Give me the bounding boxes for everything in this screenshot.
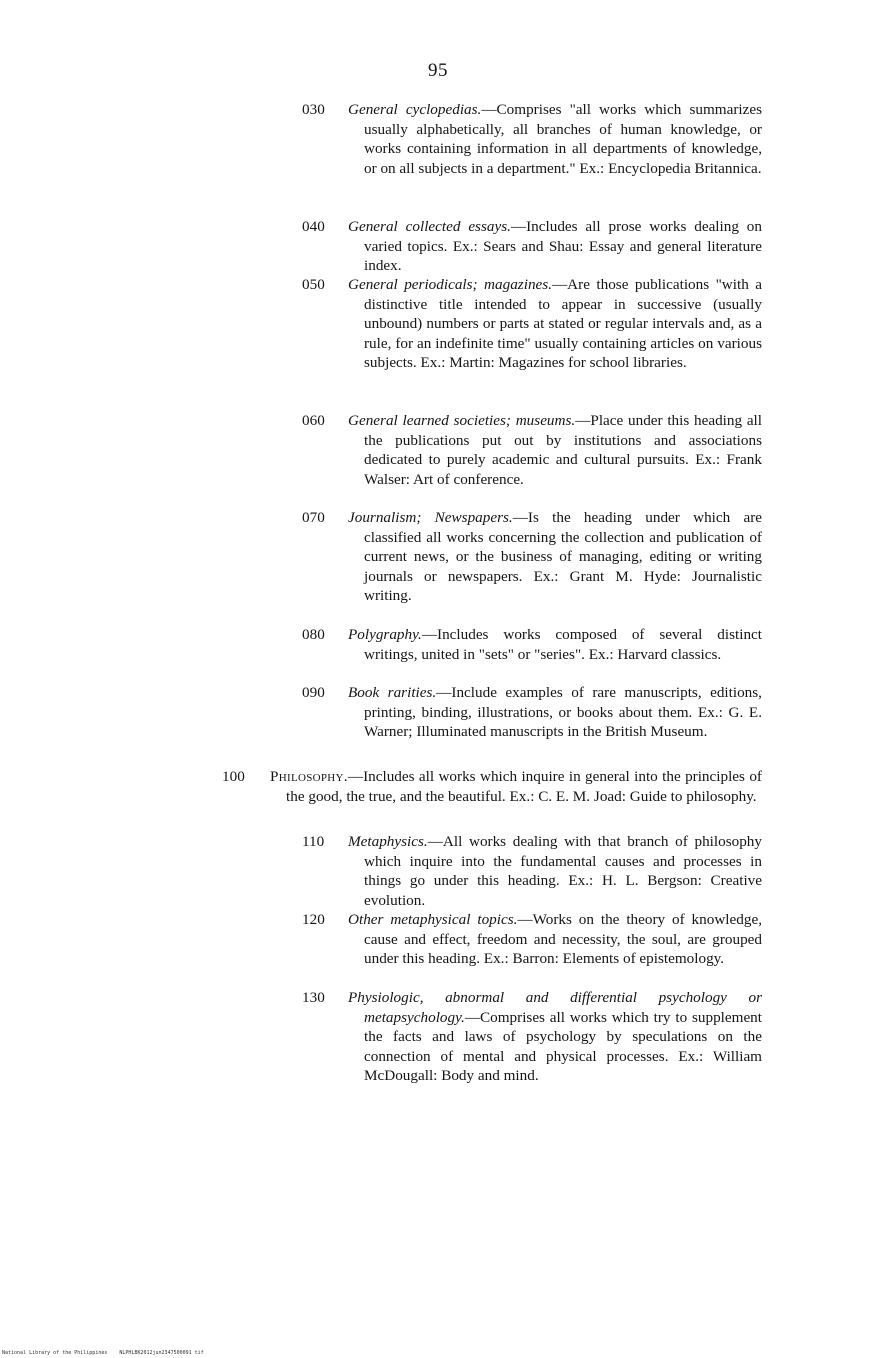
entry-term: Journalism; Newspapers. (348, 509, 513, 526)
entry-090 (302, 683, 762, 742)
entry-text: —Are those publications "with a distinctive title intended to appear in successive (usually unbound) numbers or parts at stated or regular intervals and, as a rule, for an indefinite time" usually containing articles on various subjects. Ex.: Martin: Magazines for school libraries. (364, 276, 762, 371)
entry-code: 050 (302, 276, 325, 293)
entry-070 (302, 508, 763, 606)
entry-080 (302, 625, 762, 664)
entry-text: —All works dealing with that branch of philosophy which inquire into the fundamental causes and processes in things go under this heading. Ex.: H. L. Bergson: Creative evolution. (364, 833, 762, 909)
entry-term: Philosophy. (270, 768, 348, 785)
entry-text: —Comprises all works which try to supplement the facts and laws of psychology by speculations on the connection of mental and physical processes. Ex.: William McDougall: Body and mind. (364, 1008, 762, 1084)
entry-text: —Includes all works which inquire in general into the principles of the good, the true, and the beautiful. Ex.: C. E. M. Joad: Guide to philosophy. (286, 768, 762, 805)
entry-code: 060 (302, 412, 325, 429)
entry-text: —Comprises "all works which summarizes usually alphabetically, all branches of human knowledge, or works containing information in all departments of knowledge, or on all subjects in a department." Ex.: Encyclopedia Britannica. (364, 101, 762, 177)
entry-code: 080 (302, 626, 325, 643)
entry-050 (302, 275, 762, 373)
entry-text: —Includes works composed of several distinct writings, united in "sets" or "series". Ex.: Harvard classics. (364, 626, 762, 663)
entry-term: Physiologic, abnormal and differential psychology or metapsychology. (348, 989, 762, 1026)
entry-120 (302, 910, 762, 969)
entry-code: 070 (302, 509, 325, 526)
entry-060 (302, 411, 762, 489)
entry-term: General collected essays. (348, 218, 511, 235)
page-number: 95 (428, 60, 448, 81)
entry-term: Book rarities. (348, 684, 437, 701)
entry-code: 110 (302, 833, 325, 850)
entry-text: —Works on the theory of knowledge, cause and effect, freedom and necessity, the soul, are grouped under this heading. Ex.: Barron: Elements of epistemology. (364, 911, 762, 967)
entry-text: —Is the heading under which are classified all works concerning the collection and publication of current news, or the business of managing, editing or writing journals or newspapers. Ex.: Grant M. Hyde: Journalistic writing. (364, 509, 763, 604)
entry-term: Metaphysics. (348, 833, 428, 850)
entry-term: General cyclopedias. (348, 101, 482, 118)
entry-term: General learned societies; museums. (348, 412, 576, 429)
entry-100 (222, 767, 762, 806)
entry-030 (302, 100, 762, 178)
entry-110 (302, 832, 762, 910)
entry-040 (302, 217, 762, 276)
entry-code: 030 (302, 101, 325, 118)
entry-code: 100 (222, 768, 245, 785)
entry-text: —Includes all prose works dealing on varied topics. Ex.: Sears and Shau: Essay and general literature index. (364, 218, 762, 274)
entry-code: 120 (302, 911, 325, 928)
entry-code: 130 (302, 989, 325, 1006)
entry-code: 040 (302, 218, 325, 235)
entry-term: General periodicals; magazines. (348, 276, 552, 293)
entry-130 (302, 988, 762, 1086)
entry-text: —Place under this heading all the publications put out by institutions and associations dedicated to purely academic and cultural pursuits. Ex.: Frank Walser: Art of conference. (364, 412, 762, 488)
entry-term: Other metaphysical topics. (348, 911, 518, 928)
entry-text: —Include examples of rare manuscripts, editions, printing, binding, illustrations, or books about them. Ex.: G. E. Warner; Illuminated manuscripts in the British Museum. (364, 684, 762, 740)
entry-code: 090 (302, 684, 325, 701)
entry-term: Polygraphy. (348, 626, 422, 643)
scan-footer (2, 1350, 204, 1356)
footer-file-id: NLPHLBK2012jun2347500091 tif (119, 1350, 204, 1356)
footer-library: National Library of the Philippines (2, 1350, 108, 1356)
